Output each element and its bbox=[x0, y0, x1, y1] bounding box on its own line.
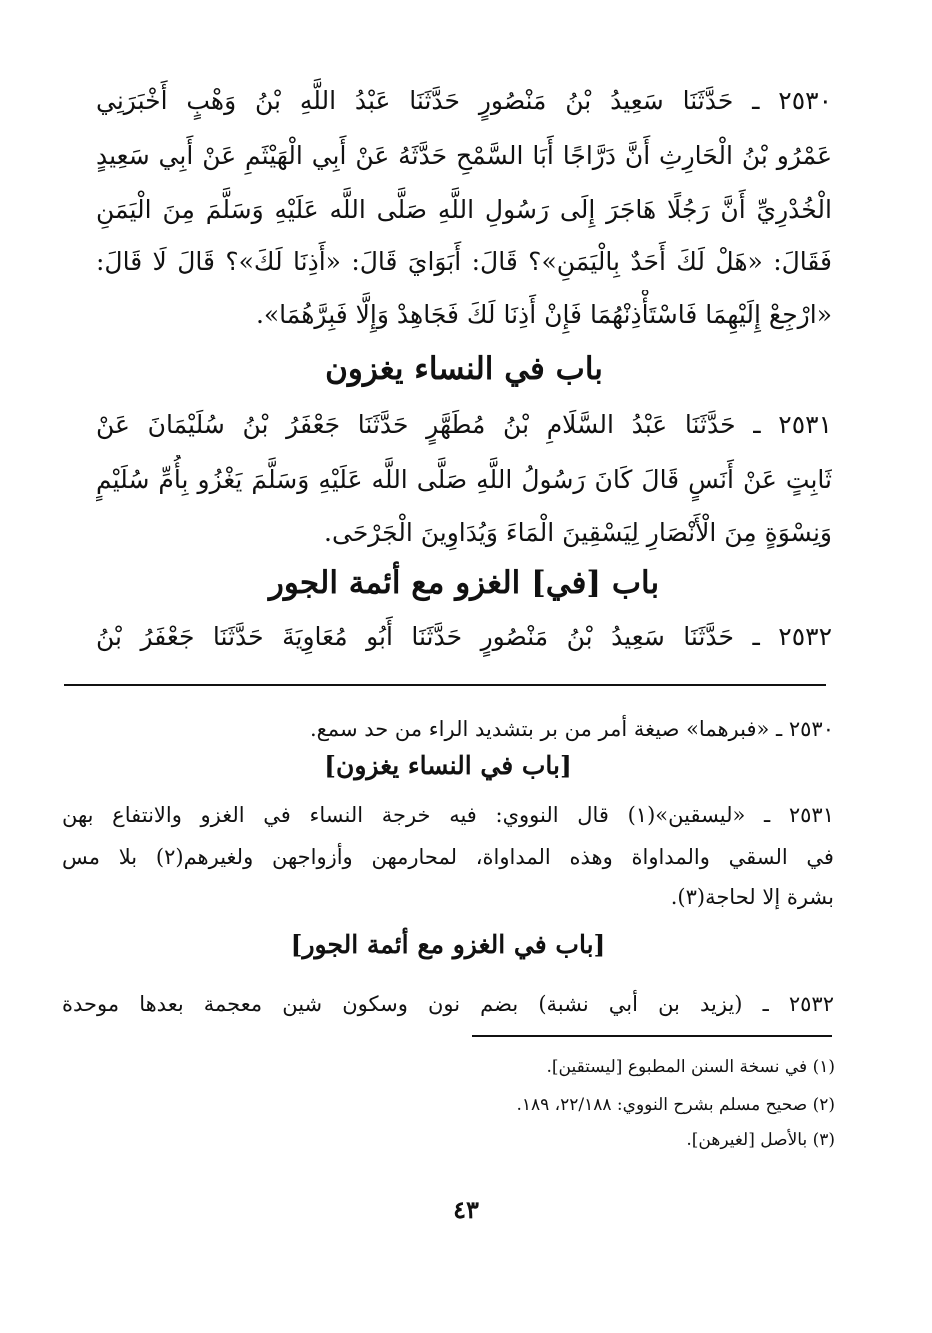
commentary-heading-women-raid: [باب في النساء يغزون] bbox=[324, 751, 572, 780]
chapter-heading-unjust-imams: باب [في] الغزو مع أئمة الجور bbox=[268, 565, 660, 601]
hadith-2530-line-3: الْخُدْرِيِّ أَنَّ رَجُلًا هَاجَرَ إِلَى رَسُولِ اللَّهِ صَلَّى اللَّه عَلَيْهِ وَسَلَّمَ مِنَ الْيَمَنِ bbox=[96, 195, 832, 224]
footnote-2: (٢) صحيح مسلم بشرح النووي: ٢٢/١٨٨، ١٨٩. bbox=[516, 1095, 835, 1115]
hadith-2530-line-2: عَمْرُو بْنُ الْحَارِثِ أَنَّ دَرَّاجًا أَبَا السَّمْحِ حَدَّثَهُ عَنْ أَبِي الْهَيْثَمِ عَنْ أَبِي سَعِيدٍ bbox=[96, 141, 832, 170]
commentary-heading-unjust-imams: [باب في الغزو مع أئمة الجور] bbox=[290, 930, 606, 959]
footnote-1: (١) في نسخة السنن المطبوع [ليستقين]. bbox=[546, 1057, 835, 1077]
footnotes-divider bbox=[472, 1035, 832, 1037]
hadith-2532-line-1: ٢٥٣٢ ـ حَدَّثَنَا سَعِيدُ بْنُ مَنْصُورٍ حَدَّثَنَا أَبُو مُعَاوِيَةَ حَدَّثَنَا جَعْفَرُ بْنُ bbox=[96, 622, 832, 651]
page-number: ٤٣ bbox=[453, 1195, 479, 1224]
commentary-2532: ٢٥٣٢ ـ (يزيد بن أبي نشبة) بضم نون وسكون شين معجمة بعدها موحدة bbox=[62, 992, 834, 1016]
footnote-3: (٣) بالأصل [لغيرهن]. bbox=[686, 1130, 835, 1150]
commentary-2531-line-3: بشرة إلا لحاجة(٣). bbox=[670, 885, 834, 909]
hadith-2531-line-3: وَنِسْوَةٍ مِنَ الْأَنْصَارِ لِيَسْقِينَ الْمَاءَ وَيُدَاوِينَ الْجَرْحَى. bbox=[324, 518, 832, 547]
hadith-2531-line-1: ٢٥٣١ ـ حَدَّثَنَا عَبْدُ السَّلَامِ بْنُ مُطَهَّرٍ حَدَّثَنَا جَعْفَرُ بْنُ سُلَيْمَانَ عَنْ bbox=[96, 410, 832, 439]
hadith-2530-line-1: ٢٥٣٠ ـ حَدَّثَنَا سَعِيدُ بْنُ مَنْصُورٍ حَدَّثَنَا عَبْدُ اللَّهِ بْنُ وَهْبٍ أَخْبَرَنِي bbox=[96, 86, 832, 115]
hadith-2531-line-2: ثَابِتٍ عَنْ أَنَسٍ قَالَ كَانَ رَسُولُ اللَّهِ صَلَّى اللَّه عَلَيْهِ وَسَلَّمَ يَغْزُو بِأُمِّ سُلَيْمٍ bbox=[96, 465, 832, 494]
chapter-heading-women-raid: باب في النساء يغزون bbox=[325, 351, 603, 387]
commentary-2530: ٢٥٣٠ ـ «فبرهما» صيغة أمر من بر بتشديد الراء من حد سمع. bbox=[309, 717, 834, 741]
hadith-2530-line-4: فَقَالَ: «هَلْ لَكَ أَحَدٌ بِالْيَمَنِ»؟ قَالَ: أَبَوَايَ قَالَ: «أَذِنَا لَكَ»؟ قَالَ لَا قَالَ: bbox=[96, 247, 832, 276]
commentary-2531-line-1: ٢٥٣١ ـ «ليسقين»(١) قال النووي: فيه خرجة النساء في الغزو والانتفاع بهن bbox=[62, 803, 834, 827]
commentary-divider bbox=[64, 684, 826, 686]
hadith-2530-line-5: «ارْجِعْ إِلَيْهِمَا فَاسْتَأْذِنْهُمَا فَإِنْ أَذِنَا لَكَ فَجَاهِدْ وَإِلَّا فَبِرَّهُمَا». bbox=[255, 300, 832, 329]
commentary-2531-line-2: في السقي والمداواة وهذه المداواة، لمحارمهن وأزواجهن ولغيرهم(٢) بلا مس bbox=[62, 845, 834, 869]
